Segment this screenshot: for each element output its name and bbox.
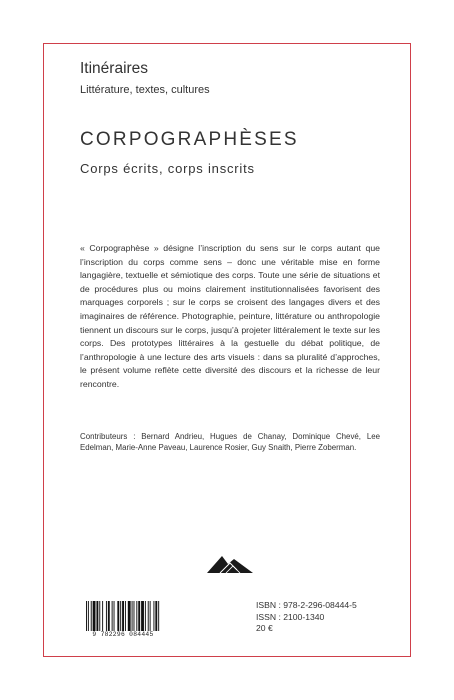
isbn-text: ISBN : 978-2-296-08444-5 bbox=[256, 600, 357, 610]
book-back-cover bbox=[43, 43, 411, 657]
barcode-bars bbox=[85, 601, 161, 631]
series-title: Itinéraires bbox=[80, 60, 149, 77]
issn-text: ISSN : 2100-1340 bbox=[256, 611, 325, 622]
book-subtitle: Corps écrits, corps inscrits bbox=[80, 161, 255, 176]
mountain-peaks-icon bbox=[207, 553, 253, 573]
price-text: 20 € bbox=[256, 623, 273, 633]
book-title: CORPOGRAPHÈSES bbox=[80, 129, 299, 150]
barcode-digits: 9 782296 084445 bbox=[92, 631, 154, 638]
publication-info bbox=[256, 600, 357, 635]
series-subtitle: Littérature, textes, cultures bbox=[80, 84, 210, 96]
book-description: « Corpographèse » désigne l’inscription du sens sur le corps autant que l’inscription du corps comme sens – donc une véritable mise en forme langagière, textuelle et sémiotique des corps. Toute une série de situations et de procédures plus ou moins clairement institutionnalisées favorisent des marquages corporels ; sur le corps se croisent des langages divers et des imaginaires de référence. Photographie, peinture, littérature ou anthropologie tiennent un discours sur le corps, jusqu’à projeter littéralement le texte sur les corps. Des prototypes littéraires à la gestuelle du débat politique, de l’anthropologie à une lecture des arts visuels : dans sa pluralité d’approches, le présent volume reflète cette diversité des discours et la richesse de leur rencontre. bbox=[80, 243, 380, 389]
isbn-barcode bbox=[85, 601, 161, 639]
contributors-list: Contributeurs : Bernard Andrieu, Hugues de Chanay, Dominique Chevé, Lee Edelman, Marie-Anne Paveau, Laurence Rosier, Guy Snaith, Pierre Zoberman. bbox=[80, 432, 380, 453]
